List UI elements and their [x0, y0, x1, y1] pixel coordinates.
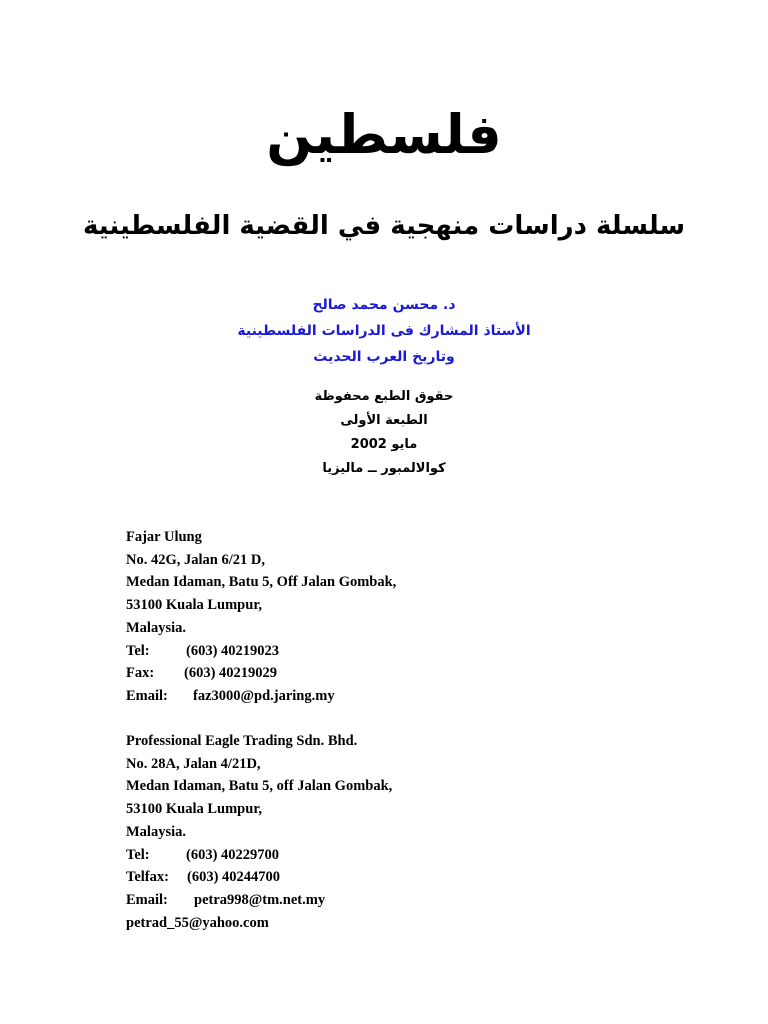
telephone-number: (603) 40219023 — [186, 642, 280, 659]
publisher-address-2 — [126, 730, 392, 934]
fax-row — [126, 662, 396, 685]
page-subtitle: سلسلة دراسات منهجية في القضية الفلسطينية — [82, 211, 686, 241]
publisher-name: Professional Eagle Trading Sdn. Bhd. — [126, 733, 358, 749]
author-name: د. محسن محمد صالح — [312, 297, 456, 313]
address-street: No. 28A, Jalan 4/21D, — [126, 755, 261, 772]
page-title: فلسطين — [266, 103, 502, 166]
telephone-label: Tel: — [126, 846, 150, 863]
publication-info — [0, 385, 768, 481]
email-row — [126, 685, 396, 708]
telfax-number: (603) 40244700 — [187, 869, 281, 886]
address-country: Malaysia. — [126, 823, 187, 840]
telephone-row — [126, 844, 392, 867]
publication-date: مايو 2002 — [350, 437, 418, 452]
telfax-label: Telfax: — [126, 869, 169, 886]
author-position-line2: وتاريخ العرب الحديث — [313, 349, 455, 365]
address-city: 53100 Kuala Lumpur, — [126, 801, 263, 818]
fax-number: (603) 40219029 — [184, 665, 278, 682]
author-block — [0, 292, 768, 370]
telfax-row — [126, 866, 392, 889]
address-area: Medan Idaman, Batu 5, Off Jalan Gombak, — [126, 574, 397, 591]
email-address: petra998@tm.net.my — [194, 891, 326, 908]
copyright-notice: حقوق الطبع محفوظة — [314, 389, 454, 404]
email-row — [126, 889, 392, 912]
publication-place: كوالالمبور ــ ماليزيا — [322, 461, 446, 476]
telephone-row — [126, 640, 396, 663]
fax-label: Fax: — [126, 665, 155, 682]
email-label: Email: — [126, 687, 168, 704]
publisher-address-1 — [126, 526, 396, 708]
address-street: No. 42G, Jalan 6/21 D, — [126, 551, 265, 568]
telephone-number: (603) 40229700 — [186, 846, 280, 863]
author-position-line1: الأستاذ المشارك فى الدراسات الفلسطينية — [237, 323, 531, 339]
email-address: faz3000@pd.jaring.my — [193, 687, 335, 704]
address-country: Malaysia. — [126, 619, 187, 636]
email-address-alt: petrad_55@yahoo.com — [126, 914, 269, 931]
email-label: Email: — [126, 891, 168, 908]
edition: الطبعة الأولى — [340, 413, 428, 428]
telephone-label: Tel: — [126, 642, 150, 659]
publisher-name: Fajar Ulung — [126, 529, 202, 545]
address-area: Medan Idaman, Batu 5, off Jalan Gombak, — [126, 778, 393, 795]
address-city: 53100 Kuala Lumpur, — [126, 597, 263, 614]
